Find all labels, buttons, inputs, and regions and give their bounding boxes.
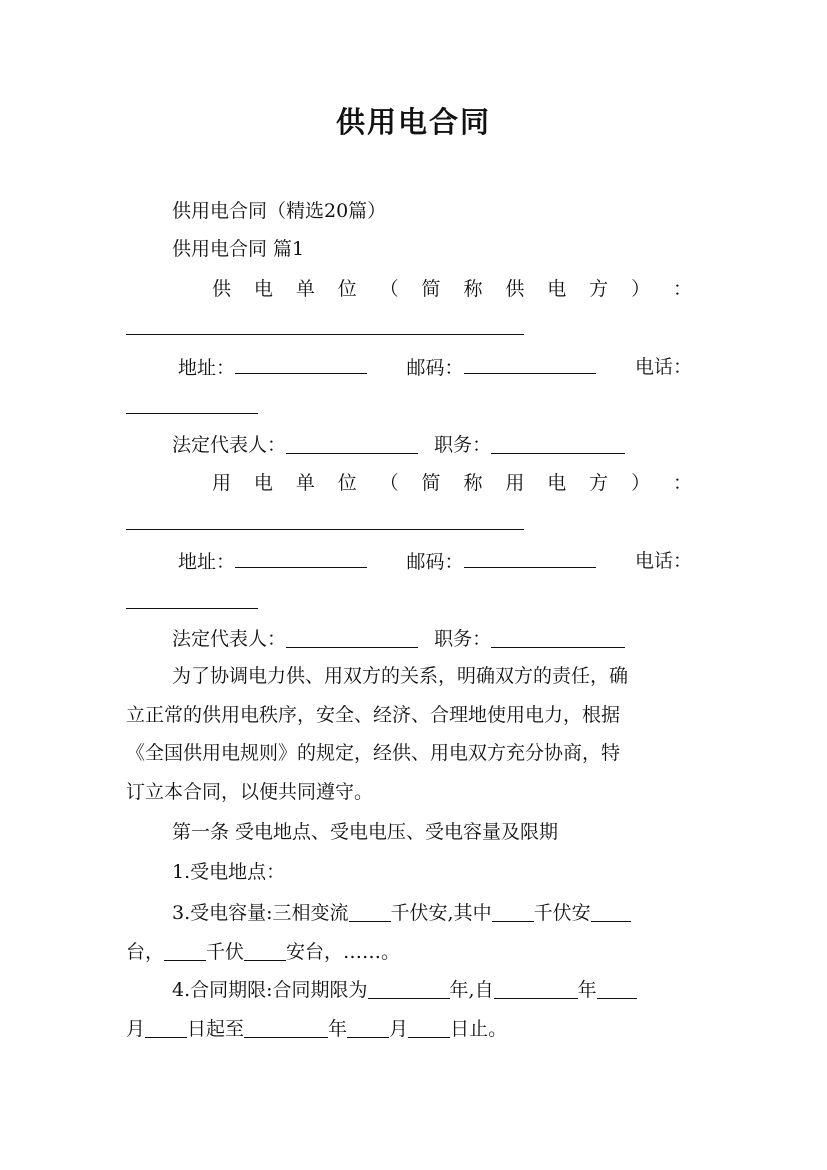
date-blank[interactable]	[494, 980, 578, 999]
date-blank[interactable]	[145, 1019, 187, 1038]
phone-label: 电话：	[634, 356, 692, 378]
char: 电	[547, 472, 567, 494]
item4-text: 年	[577, 979, 597, 1001]
item3-line2	[126, 940, 702, 964]
char: 方	[589, 472, 609, 494]
char: ）	[631, 278, 651, 300]
date-blank[interactable]	[597, 980, 637, 999]
supplier-unit-label	[212, 277, 692, 301]
item3-text: 千伏安,其中	[390, 902, 492, 924]
char: 供	[212, 278, 232, 300]
document-title: 供用电合同	[335, 105, 491, 139]
paragraph-line: 订立本合同，以便共同遵守。	[126, 781, 374, 803]
position-label: 职务：	[434, 434, 492, 456]
paragraph-line: 立正常的供用电秩序，安全、经济、合理地使用电力，根据	[126, 704, 621, 726]
address-label: 地址：	[178, 357, 236, 379]
postcode-label: 邮码：	[406, 551, 464, 573]
item4-text: 年	[328, 1018, 348, 1040]
char: 位	[337, 472, 357, 494]
postcode-blank[interactable]	[464, 549, 596, 568]
address-blank[interactable]	[235, 549, 367, 568]
supplier-legal-line	[172, 433, 702, 457]
capacity-blank[interactable]	[492, 903, 534, 922]
address-blank[interactable]	[235, 355, 367, 374]
char: 方	[589, 278, 609, 300]
char: 简	[421, 278, 441, 300]
paragraph-line: 《全国供用电规则》的规定，经供、用电双方充分协商，特	[126, 742, 621, 764]
postcode-blank[interactable]	[464, 355, 596, 374]
char: 电	[547, 278, 567, 300]
item3-text: 3.受电容量:三相变流	[172, 902, 349, 924]
capacity-blank[interactable]	[591, 903, 631, 922]
item4-line2	[126, 1017, 702, 1041]
char: ：	[672, 278, 692, 300]
postcode-label: 邮码：	[406, 357, 464, 379]
capacity-blank[interactable]	[349, 903, 391, 922]
consumer-name-blank[interactable]	[126, 529, 524, 530]
consumer-contact-line	[178, 549, 692, 574]
capacity-blank[interactable]	[164, 942, 206, 961]
address-label: 地址：	[178, 551, 236, 573]
item3-line1	[172, 901, 702, 925]
capacity-blank[interactable]	[244, 942, 286, 961]
char: 用	[505, 472, 525, 494]
legal-rep-label: 法定代表人：	[172, 434, 287, 456]
consumer-unit-label	[212, 471, 692, 495]
char: （	[379, 472, 399, 494]
item4-text: 年,自	[449, 979, 494, 1001]
item1-text: 1.受电地点：	[172, 861, 286, 883]
char: 称	[463, 472, 483, 494]
item3-text: 千伏安	[533, 902, 591, 924]
char: 位	[337, 278, 357, 300]
char: 供	[505, 278, 525, 300]
position-blank[interactable]	[491, 435, 625, 454]
char: 单	[295, 278, 315, 300]
date-blank[interactable]	[244, 1019, 328, 1038]
char: （	[379, 278, 399, 300]
article1-heading: 第一条 受电地点、受电电压、受电容量及限期	[172, 821, 559, 843]
item4-text: 月	[389, 1018, 409, 1040]
item4-line1	[172, 978, 702, 1002]
char: 简	[421, 472, 441, 494]
position-blank[interactable]	[491, 629, 625, 648]
date-blank[interactable]	[408, 1019, 450, 1038]
item4-text: 4.合同期限:合同期限为	[172, 979, 368, 1001]
consumer-legal-line	[172, 627, 702, 651]
phone-blank[interactable]	[126, 413, 258, 414]
document-subtitle: 供用电合同（精选20篇）	[172, 200, 387, 222]
char: 称	[463, 278, 483, 300]
char: 用	[212, 472, 232, 494]
supplier-name-blank[interactable]	[126, 334, 524, 335]
char: 电	[253, 278, 273, 300]
item4-text: 日起至	[187, 1018, 245, 1040]
char: ）	[631, 472, 651, 494]
date-blank[interactable]	[347, 1019, 389, 1038]
section-heading: 供用电合同 篇1	[172, 238, 305, 260]
legal-rep-blank[interactable]	[286, 629, 418, 648]
item4-text: 日止。	[450, 1018, 508, 1040]
legal-rep-blank[interactable]	[286, 435, 418, 454]
item4-text: 月	[126, 1018, 146, 1040]
paragraph-line: 为了协调电力供、用双方的关系，明确双方的责任，确	[172, 665, 629, 687]
legal-rep-label: 法定代表人：	[172, 628, 287, 650]
item3-text: 台，	[126, 941, 165, 963]
char: 电	[253, 472, 273, 494]
char: 单	[295, 472, 315, 494]
item3-text: 安台，……。	[286, 941, 401, 963]
supplier-contact-line	[178, 355, 692, 380]
char: ：	[672, 472, 692, 494]
phone-blank[interactable]	[126, 608, 258, 609]
term-blank[interactable]	[368, 980, 450, 999]
phone-label: 电话：	[634, 550, 692, 572]
item3-text: 千伏	[206, 941, 245, 963]
position-label: 职务：	[434, 628, 492, 650]
